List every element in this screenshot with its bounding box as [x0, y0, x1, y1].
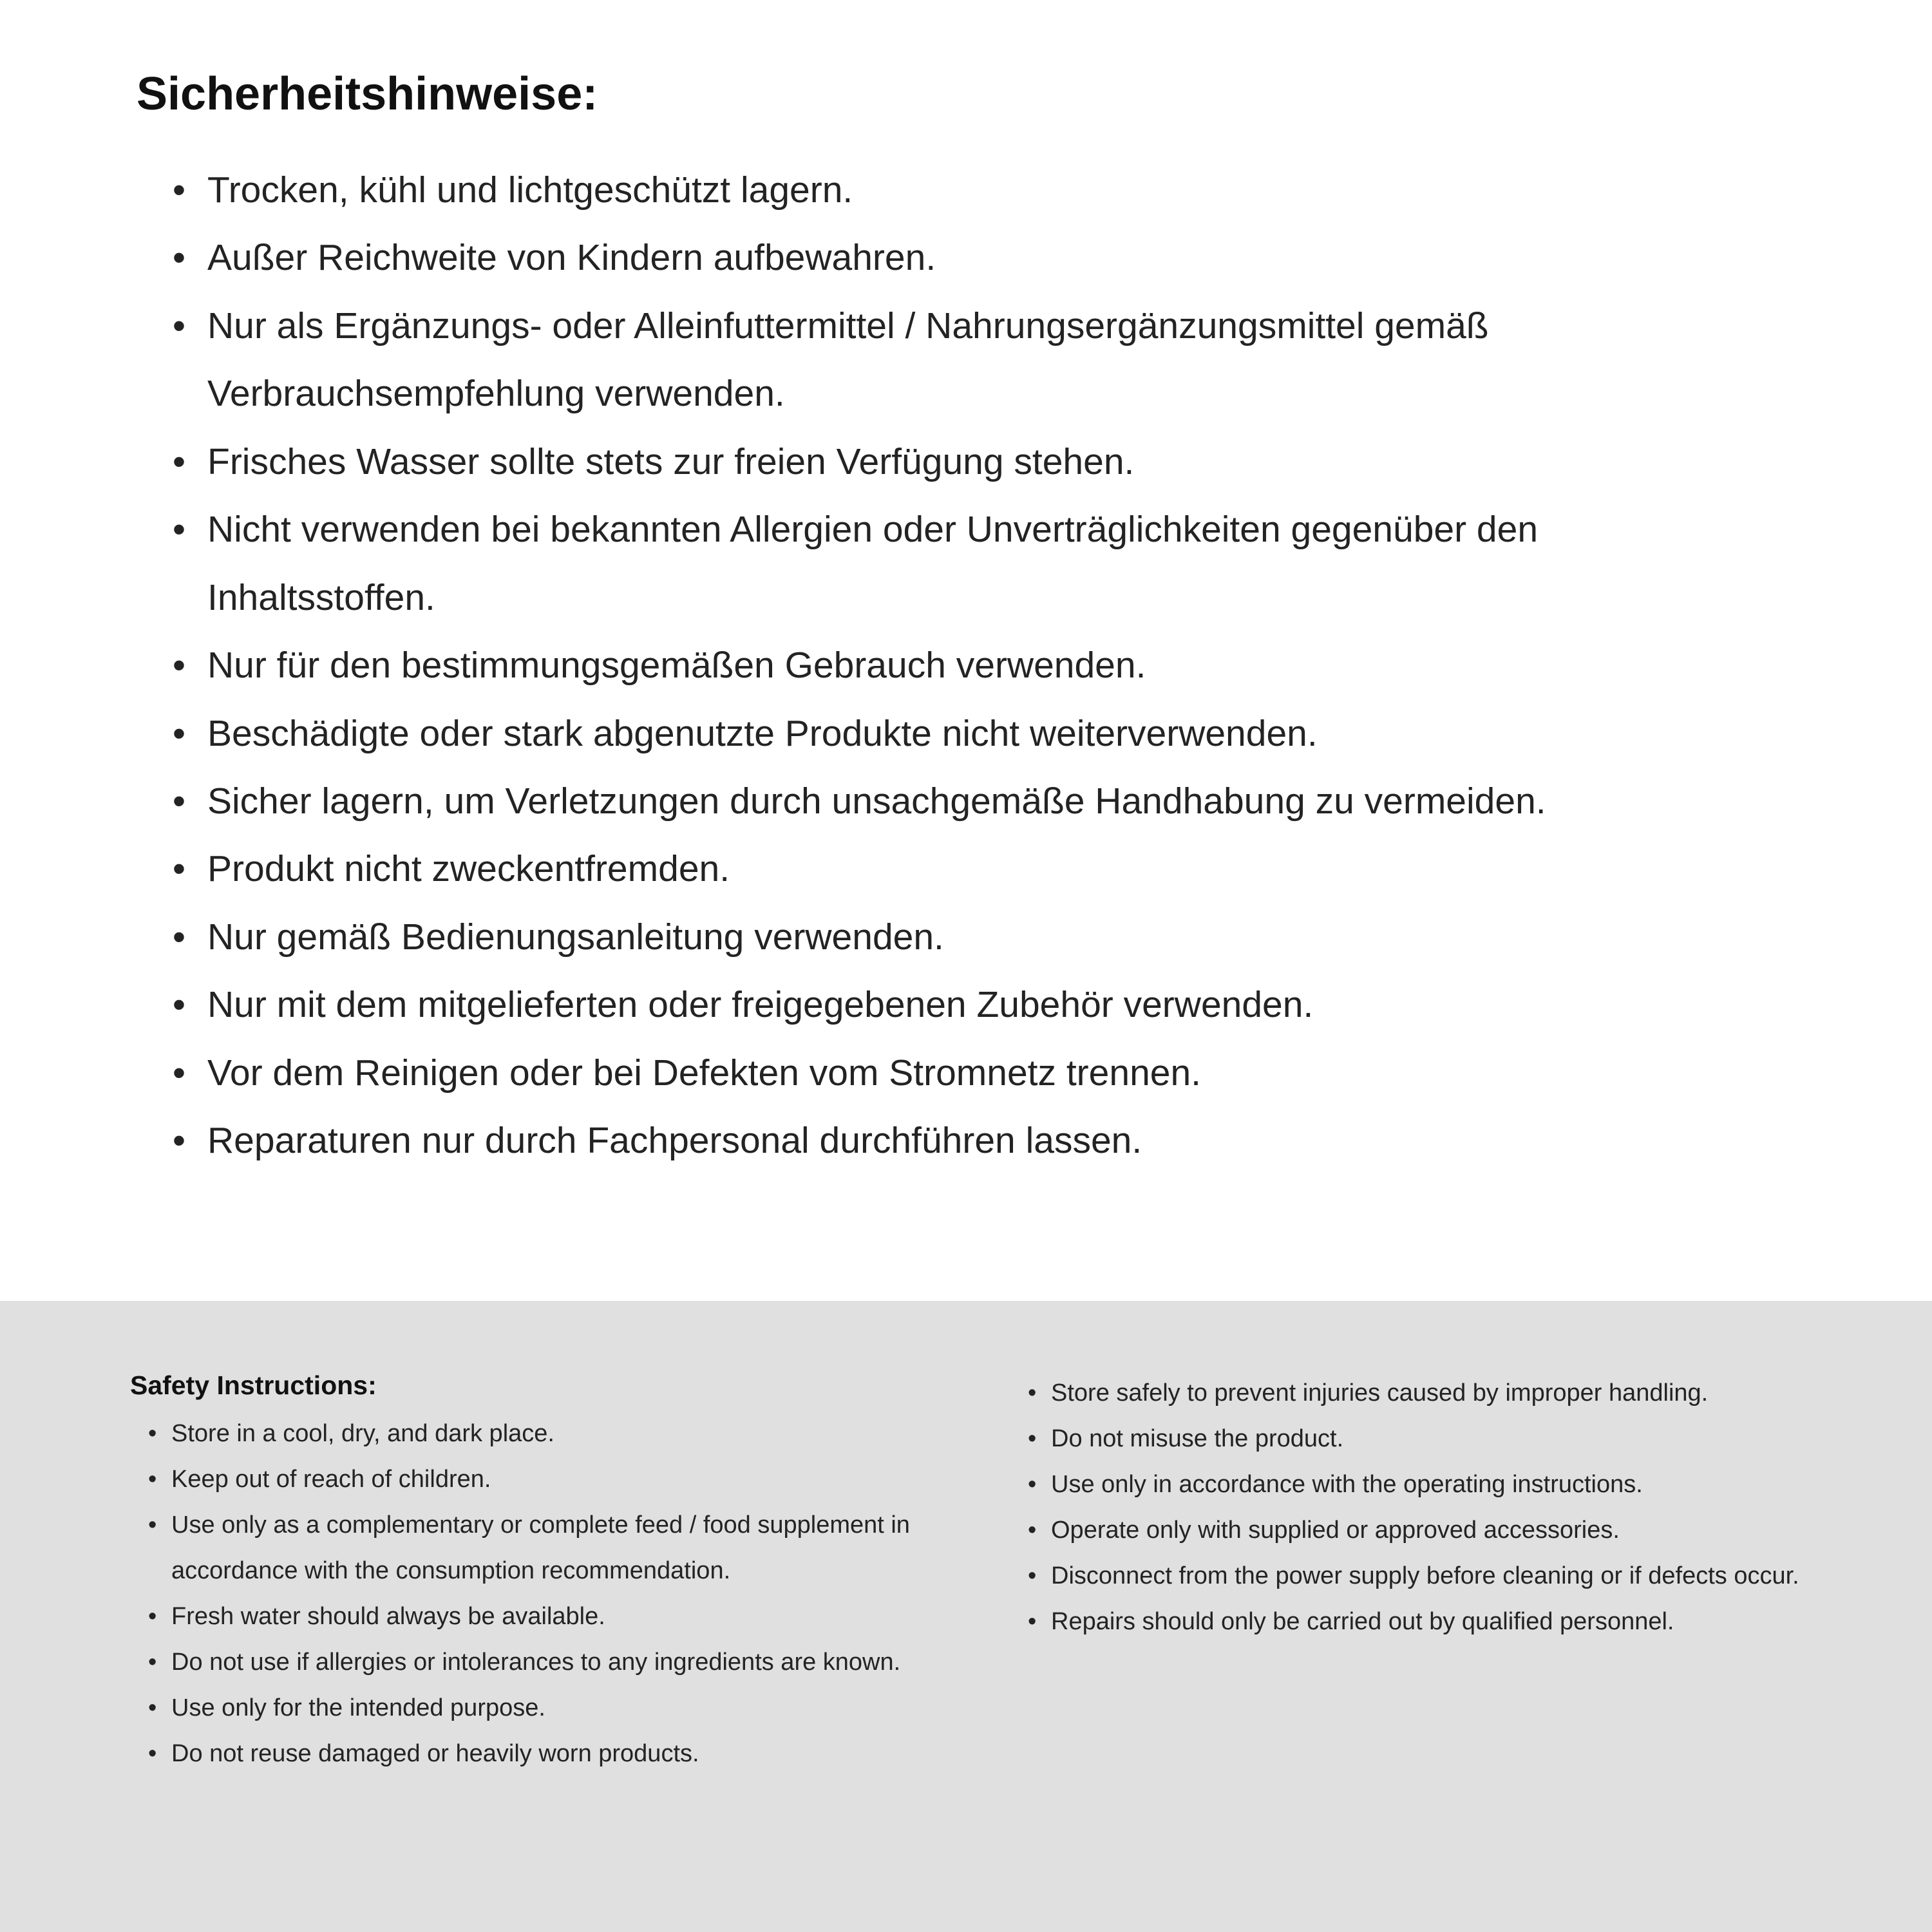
list-item-text: Use only in accordance with the operating instructions.: [1051, 1471, 1643, 1499]
bullet-icon: •: [148, 1511, 157, 1539]
bullet-icon: •: [1028, 1608, 1037, 1636]
list-item: [173, 904, 1731, 971]
english-safety-list-right: [1028, 1370, 1810, 1645]
list-item: [173, 224, 1731, 292]
list-item-text: Produkt nicht zweckentfremden.: [207, 848, 730, 890]
list-item: [1028, 1599, 1810, 1645]
list-item-text: Use only for the intended purpose.: [171, 1694, 545, 1722]
list-item: [148, 1731, 935, 1777]
bullet-icon: •: [173, 645, 185, 687]
list-item-text: Nur für den bestimmungsgemäßen Gebrauch verwenden.: [207, 645, 1146, 687]
list-item: [148, 1411, 935, 1457]
english-title: Safety Instructions:: [130, 1370, 377, 1400]
bullet-icon: •: [173, 712, 185, 754]
english-safety-list-left: [130, 1411, 935, 1777]
list-item: [173, 1107, 1731, 1175]
list-item: [173, 292, 1731, 428]
bullet-icon: •: [148, 1420, 157, 1447]
list-item-text: Vor dem Reinigen oder bei Defekten vom Stromnetz trennen.: [207, 1052, 1202, 1094]
bullet-icon: •: [173, 440, 185, 482]
bullet-icon: •: [1028, 1471, 1037, 1499]
list-item-text: Operate only with supplied or approved accessories.: [1051, 1517, 1620, 1544]
list-item-text: Use only as a complementary or complete feed / food supplement in accordance with the consumption recommendation.: [171, 1511, 910, 1585]
list-item: [173, 428, 1731, 496]
list-item-text: Beschädigte oder stark abgenutzte Produkte nicht weiterverwenden.: [207, 712, 1318, 754]
list-item: [148, 1685, 935, 1731]
list-item: [173, 496, 1731, 632]
bullet-icon: •: [1028, 1562, 1037, 1590]
bullet-icon: •: [173, 984, 185, 1026]
list-item: [148, 1640, 935, 1685]
german-title: Sicherheitshinweise:: [137, 68, 598, 120]
list-item: [173, 1039, 1731, 1107]
list-item-text: Fresh water should always be available.: [171, 1603, 605, 1631]
bullet-icon: •: [1028, 1517, 1037, 1544]
bullet-icon: •: [148, 1694, 157, 1722]
list-item-text: Do not misuse the product.: [1051, 1425, 1344, 1453]
bullet-icon: •: [173, 780, 185, 822]
list-item-text: Disconnect from the power supply before cleaning or if defects occur.: [1051, 1562, 1799, 1590]
bullet-icon: •: [1028, 1425, 1037, 1453]
list-item-text: Nur mit dem mitgelieferten oder freigegebenen Zubehör verwenden.: [207, 984, 1314, 1026]
list-item-text: Frisches Wasser sollte stets zur freien Verfügung stehen.: [207, 440, 1135, 482]
bullet-icon: •: [148, 1466, 157, 1493]
list-item: [173, 971, 1731, 1039]
list-item-text: Repairs should only be carried out by qualified personnel.: [1051, 1608, 1674, 1636]
list-item-text: Sicher lagern, um Verletzungen durch unsachgemäße Handhabung zu vermeiden.: [207, 780, 1546, 822]
list-item-text: Nur als Ergänzungs- oder Alleinfuttermittel / Nahrungsergänzungsmittel gemäß Verbrauchsempfehlung verwenden.: [207, 305, 1489, 415]
bullet-icon: •: [173, 1120, 185, 1162]
list-item: [173, 700, 1731, 768]
list-item: [173, 156, 1731, 224]
list-item-text: Trocken, kühl und lichtgeschützt lagern.: [207, 169, 853, 211]
list-item-text: Reparaturen nur durch Fachpersonal durchführen lassen.: [207, 1120, 1142, 1162]
english-left-column: [130, 1370, 935, 1777]
list-item: [148, 1594, 935, 1640]
bullet-icon: •: [173, 509, 185, 551]
list-item: [173, 835, 1731, 903]
list-item-text: Store in a cool, dry, and dark place.: [171, 1420, 554, 1447]
bullet-icon: •: [148, 1603, 157, 1631]
list-item-text: Do not use if allergies or intolerances to any ingredients are known.: [171, 1649, 901, 1676]
list-item: [1028, 1508, 1810, 1553]
list-item: [173, 632, 1731, 699]
list-item-text: Do not reuse damaged or heavily worn products.: [171, 1740, 699, 1768]
list-item: [148, 1457, 935, 1502]
bullet-icon: •: [148, 1740, 157, 1768]
bullet-icon: •: [148, 1649, 157, 1676]
list-item-text: Außer Reichweite von Kindern aufbewahren.: [207, 237, 936, 279]
list-item-text: Keep out of reach of children.: [171, 1466, 491, 1493]
list-item: [173, 768, 1731, 835]
list-item-text: Store safely to prevent injuries caused by improper handling.: [1051, 1379, 1709, 1406]
list-item-text: Nur gemäß Bedienungsanleitung verwenden.: [207, 916, 944, 958]
bullet-icon: •: [173, 169, 185, 211]
bullet-icon: •: [173, 237, 185, 279]
list-item-text: Nicht verwenden bei bekannten Allergien oder Unverträglichkeiten gegenüber den Inhaltsstoffen.: [207, 509, 1539, 618]
list-item: [1028, 1462, 1810, 1508]
list-item: [1028, 1416, 1810, 1462]
english-right-column: [1028, 1370, 1810, 1645]
bullet-icon: •: [173, 305, 185, 346]
bullet-icon: •: [173, 1052, 185, 1094]
english-section: [0, 1301, 1932, 1932]
list-item: [1028, 1370, 1810, 1416]
bullet-icon: •: [173, 916, 185, 958]
bullet-icon: •: [173, 848, 185, 890]
list-item: [1028, 1553, 1810, 1599]
german-safety-list: [137, 156, 1855, 1175]
list-item: [148, 1502, 935, 1594]
bullet-icon: •: [1028, 1379, 1037, 1406]
